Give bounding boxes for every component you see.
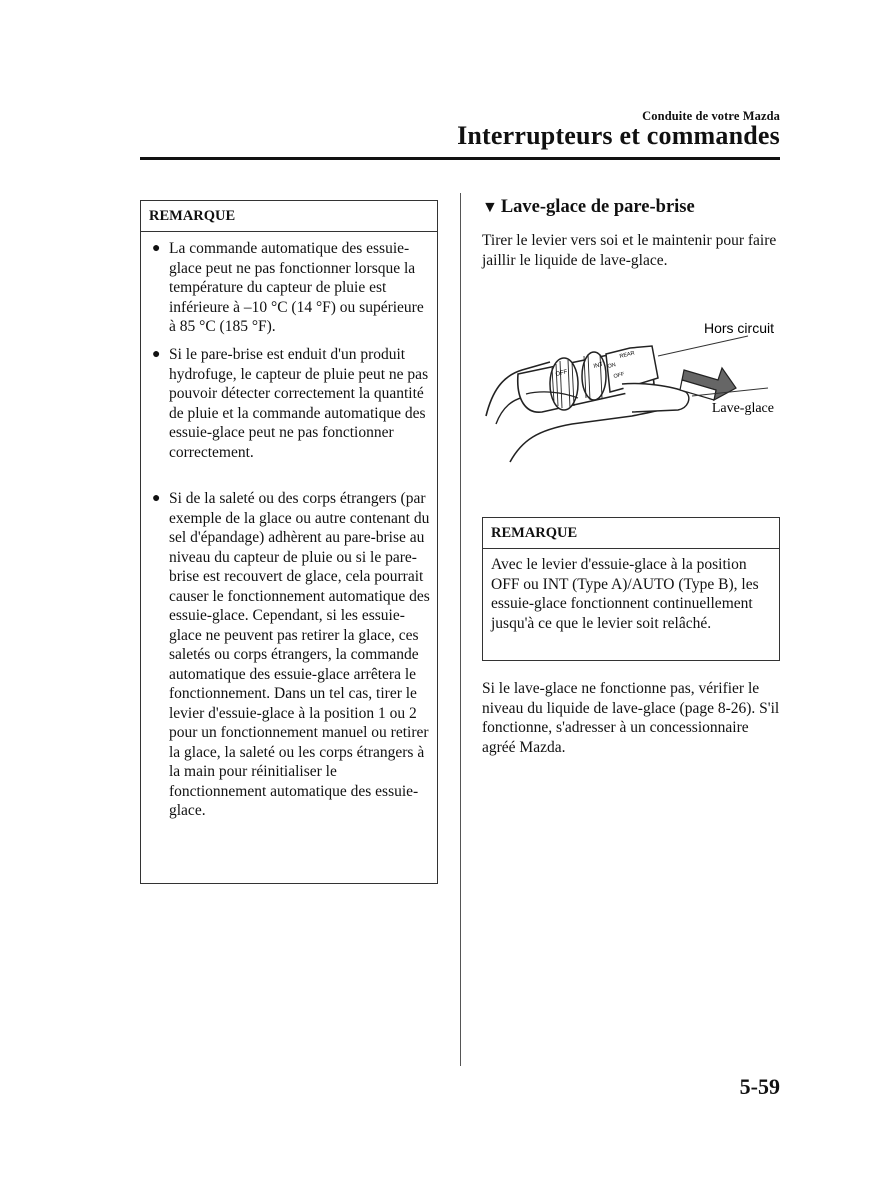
triangle-marker-icon: ▼ (482, 199, 498, 216)
dial-label: REAR (619, 350, 636, 360)
label-hors-circuit: Hors circuit (703, 320, 774, 336)
section-heading-text: Lave-glace de pare-brise (500, 197, 695, 217)
note-box-left (140, 200, 438, 884)
note-bullet-text: Si de la saleté ou des corps étrangers (par exemple de la glace ou autre contenant du sel d'épandage) adhèrent au pare-brise au niveau du capteur de pluie ou si le pare-brise est recouvert de glace, cela pourrait causer le fonctionnement automatique des essuie-glace. Cependant, si les essuie-glace ne peuvent pas retirer la glace, ces saletés ou corps étrangers, la commande automatique des essuie-glace arrêtera le fonctionnement. Dans un tel cas, tirer le levier d'essuie-glace à la position 1 ou 2 pour un fonctionnement manuel ou retirer la glace, la saleté ou les corps étrangers à la main pour réinitialiser le fonctionnement automatique des essuie-glace. (169, 490, 430, 819)
dial-label: ON (607, 362, 617, 370)
closing-paragraph: Si le lave-glace ne fonctionne pas, vérifier le niveau du liquide de lave-glace (page 8-26). S'il fonctionne, s'adresser à un concessionnaire agréé Mazda. (482, 680, 780, 756)
note-box-right (482, 517, 780, 661)
page-number: 5-59 (739, 1074, 780, 1099)
page-title: Interrupteurs et commandes (457, 121, 780, 150)
dial-label: OFF (613, 371, 626, 380)
note-bullet-text: La commande automatique des essuie-glace peut ne pas fonctionner lorsque la température du capteur de pluie est inférieure à –10 °C (14 °F) ou supérieure à 85 °C (185 °F). (169, 240, 424, 335)
note-bullet-item (152, 489, 431, 821)
note-bullet-item (152, 345, 431, 462)
note-text: Avec le levier d'essuie-glace à la position OFF ou INT (Type A)/AUTO (Type B), les essuie-glace fonctionnent continuellement jusqu'à ce que le levier soit relâché. (491, 556, 759, 632)
note-heading: REMARQUE (141, 201, 437, 232)
note-bullet-item (152, 239, 431, 337)
note-bullet-text: Si le pare-brise est enduit d'un produit hydrofuge, le capteur de pluie peut ne pas pouvoir détecter correctement la quantité de pluie et la commande automatique des essuie-glace peut ne pas fonctionner correctement. (169, 346, 429, 461)
section-heading (482, 197, 695, 218)
bullet-icon: ● (152, 491, 161, 506)
bullet-icon: ● (152, 347, 161, 362)
label-lave-glace: Lave-glace (711, 401, 774, 416)
note-heading: REMARQUE (483, 518, 779, 549)
running-header-section: Conduite de votre Mazda (642, 109, 780, 123)
dial-label: INT (593, 361, 604, 370)
dial-label: OFF (555, 369, 569, 378)
intro-paragraph: Tirer le levier vers soi et le maintenir pour faire jaillir le liquide de lave-glace. (482, 232, 777, 269)
wiper-lever-illustration (482, 312, 780, 464)
bullet-icon: ● (152, 241, 161, 256)
column-divider (460, 193, 461, 1066)
header-rule (140, 157, 780, 160)
wiper-lever-drawing (482, 312, 780, 464)
